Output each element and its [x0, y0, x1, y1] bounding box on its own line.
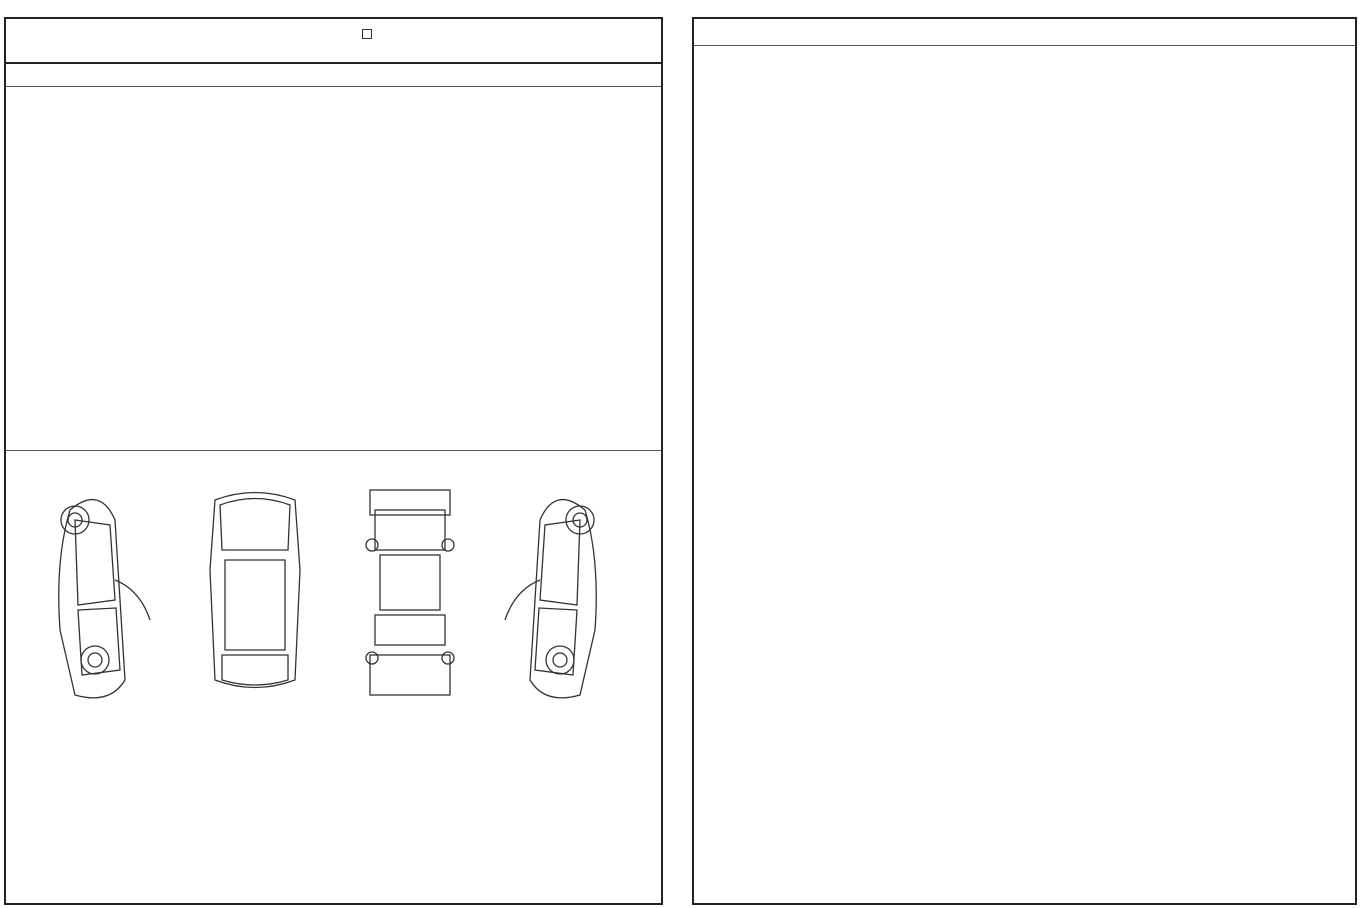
title-option: [362, 27, 374, 42]
price-survey-checkbox[interactable]: [362, 29, 372, 39]
page-1: [4, 17, 663, 905]
page-2: [692, 17, 1357, 905]
car-diagram: [30, 480, 630, 710]
